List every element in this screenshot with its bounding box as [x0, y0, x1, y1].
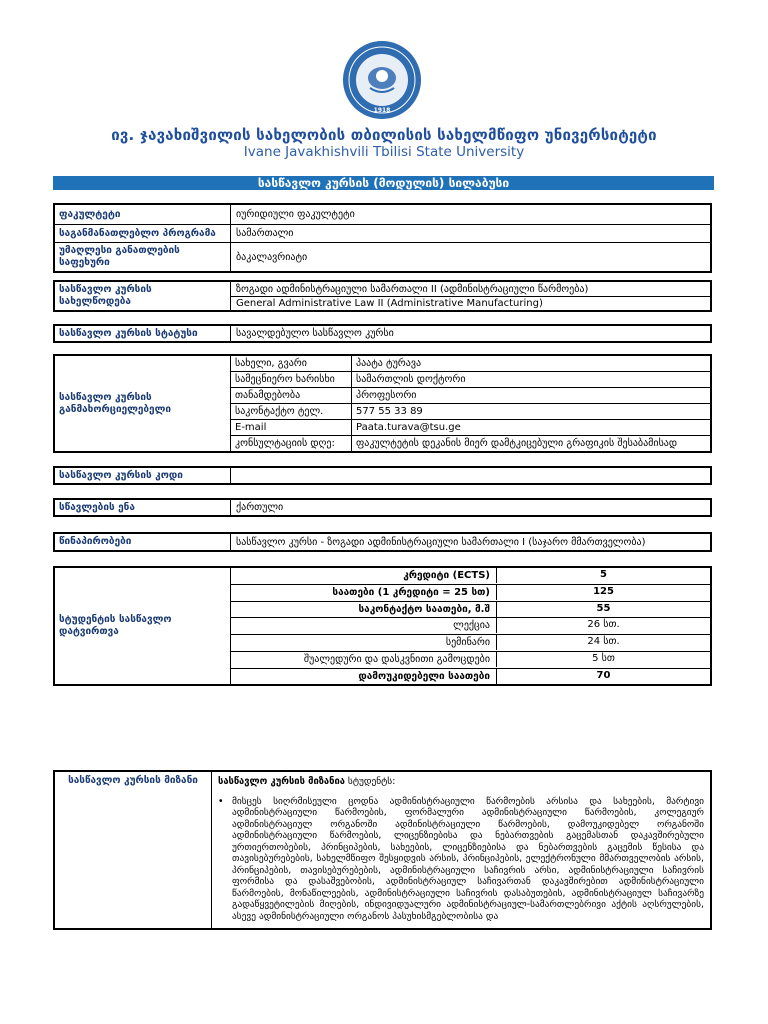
prerequisites-table: [53, 532, 712, 552]
instructor-row: [231, 387, 710, 403]
program-label: საგანმანათლებლო პროგრამა: [55, 225, 231, 242]
university-name-georgian: ივ. ჯავახიშვილის სახელობის თბილისის სახელმწიფო უნივერსიტეტი: [111, 126, 657, 144]
workload-table: [53, 566, 712, 686]
instructor-table: [53, 354, 712, 453]
workload-row: [231, 568, 710, 583]
workload-row: [231, 651, 710, 667]
instructor-row-key: თანამდებობა: [231, 388, 352, 403]
course-name-english: General Administrative Law II (Administrative Manufacturing): [231, 296, 710, 310]
instructor-row: [231, 403, 710, 419]
workload-row-value: 26 სთ.: [587, 619, 620, 631]
instructor-row-key: კონსულტაციის დღე:: [231, 436, 352, 451]
course-name-table: [53, 280, 712, 312]
workload-row: [231, 601, 710, 617]
objective-intro: [218, 776, 704, 788]
workload-row: [231, 617, 710, 633]
objective-bullet-text: მისცეს სიღრმისეული ცოდნა ადმინისტრაციული წარმოების არსისა და სახეების, მარტივი ადმინისტრაციული წარმოების, ფორმალური ადმინისტრაციული წარმოების, კოლეგიურ ადმინისტრაციულ ორგანოში ადმინისტრაციული წარმოების, დამოუკიდებელ ორგანოში ადმინისტრაციული წარმოების, ლიცენზიებისა და ნებართვების გაცემასთან დაკავშირებული ურთიერთობების, პრინციპების, სახეების, ლიცენზიებისა და ნებართვების გაცემის წესისა და თავისებურებების, სახელმწიფო შესყიდვის არსის, პრინციპების, ელექტრონული მმართველობის არსის, პრინციპების, თავისებურებების, ადმინისტრაციული საჩივრის არსი, ადმინისტრაციული საჩივრის ფორმისა და დასაშვებობის, ადმინისტრაციულ საჩივართან დაკავშირებით ადმინისტრაციული წარმოების, მონაწილეების, ადმინისტრაციული საჩივრის დასაბუთების, ადმინისტრაციულ საჩივარზე გადაწყვეტილების მიღების, ინდივიდუალური ადმინისტრაციულ-სამართლებრივი აქტის აღსრულების, ასევე ადმინისტრაციული ორგანოს პასუხისმგებლობისა და: [232, 795, 704, 922]
course-code-table: [53, 466, 712, 485]
program-value: სამართალი: [236, 228, 294, 239]
level-label: უმაღლესი განათლების საფეხური: [55, 243, 231, 271]
course-status-label: სასწავლო კურსის სტატუსი: [55, 326, 231, 341]
workload-row-key: სემინარი: [231, 635, 497, 650]
objective-label: სასწავლო კურსის მიზანი: [55, 772, 212, 928]
workload-row: [231, 634, 710, 650]
course-name-georgian: ზოგადი ადმინისტრაციული სამართალი II (ადმინისტრაციული წარმოება): [236, 283, 589, 295]
objective-body: [212, 772, 710, 928]
workload-row-value: 5 სთ: [592, 653, 615, 665]
workload-row-value: 24 სთ.: [587, 636, 620, 648]
objective-intro-rest: სტუდენტს:: [344, 776, 396, 787]
university-name-english: Ivane Javakhishvili Tbilisi State University: [243, 144, 525, 160]
workload-row-key: შუალედური და დასკვნითი გამოცდები: [231, 652, 497, 667]
workload-row: [231, 668, 710, 684]
course-code-label: სასწავლო კურსის კოდი: [55, 468, 231, 483]
course-status-value: სავალდებულო სასწავლო კურსი: [236, 328, 394, 339]
program-info-table: [53, 203, 712, 273]
instructor-row-value: Paata.turava@tsu.ge: [356, 422, 461, 433]
level-value: ბაკალავრიატი: [236, 251, 308, 263]
workload-row-key: დამოუკიდებელი საათები: [231, 669, 497, 684]
university-seal-logo: [342, 40, 422, 120]
workload-row-value: 125: [593, 585, 614, 597]
instructor-row: [231, 435, 710, 451]
instructor-row-key: საკონტაქტო ტელ.: [231, 404, 352, 419]
bullet-dot-icon: •: [218, 795, 224, 807]
syllabus-title-bar: სასწავლო კურსის (მოდულის) სილაბუსი: [53, 176, 714, 190]
course-code-value: [231, 468, 710, 483]
instructor-row-key: სახელი, გვარი: [231, 356, 352, 371]
instructor-row-key: სამეცნიერო ხარისხი: [231, 372, 352, 387]
instructor-row-key: E-mail: [231, 420, 352, 435]
workload-row-value: 55: [596, 602, 611, 614]
workload-row-key: ლექცია: [231, 618, 497, 633]
course-name-label: სასწავლო კურსის სახელწოდება: [55, 282, 231, 310]
instructor-label: სასწავლო კურსის განმახორციელებელი: [55, 356, 231, 451]
workload-row-key: საკონტაქტო საათები, მ.შ: [231, 602, 497, 617]
instructor-row: [231, 419, 710, 435]
workload-row: [231, 584, 710, 600]
objective-table: [53, 770, 712, 930]
faculty-label: ფაკულტეტი: [55, 205, 231, 224]
instructor-row-value: 577 55 33 89: [356, 406, 423, 417]
instructor-row-value: ფაკულტეტის დეკანის მიერ დამტკიცებული გრაფიკის შესაბამისად: [356, 438, 678, 449]
instructor-row: [231, 356, 710, 371]
workload-label: სტუდენტის სასწავლო დატვირთვა: [55, 568, 231, 684]
svg-text:1918: 1918: [373, 107, 391, 114]
instructor-row-value: პაატა ტურავა: [356, 358, 422, 369]
course-status-table: [53, 324, 712, 343]
language-table: [53, 498, 712, 517]
prerequisites-label: წინაპირობები: [55, 534, 231, 550]
faculty-value: იურიდიული ფაკულტეტი: [236, 209, 355, 220]
workload-row-key: კრედიტი (ECTS): [231, 568, 497, 583]
prerequisites-value: სასწავლო კურსი - ზოგადი ადმინისტრაციული სამართალი I (საჯარო მმართველობა): [236, 536, 646, 548]
language-value: ქართული: [236, 502, 284, 513]
instructor-row: [231, 371, 710, 387]
workload-row-key: საათები (1 კრედიტი = 25 სთ): [231, 585, 497, 600]
workload-row-value: 5: [600, 569, 607, 580]
language-label: სწავლების ენა: [55, 500, 231, 515]
objective-bullet: [218, 796, 704, 923]
workload-row-value: 70: [596, 669, 611, 681]
instructor-row-value: სამართლის დოქტორი: [356, 374, 466, 385]
objective-intro-bold: სასწავლო კურსის მიზანია: [218, 776, 345, 787]
instructor-row-value: პროფესორი: [356, 390, 417, 401]
